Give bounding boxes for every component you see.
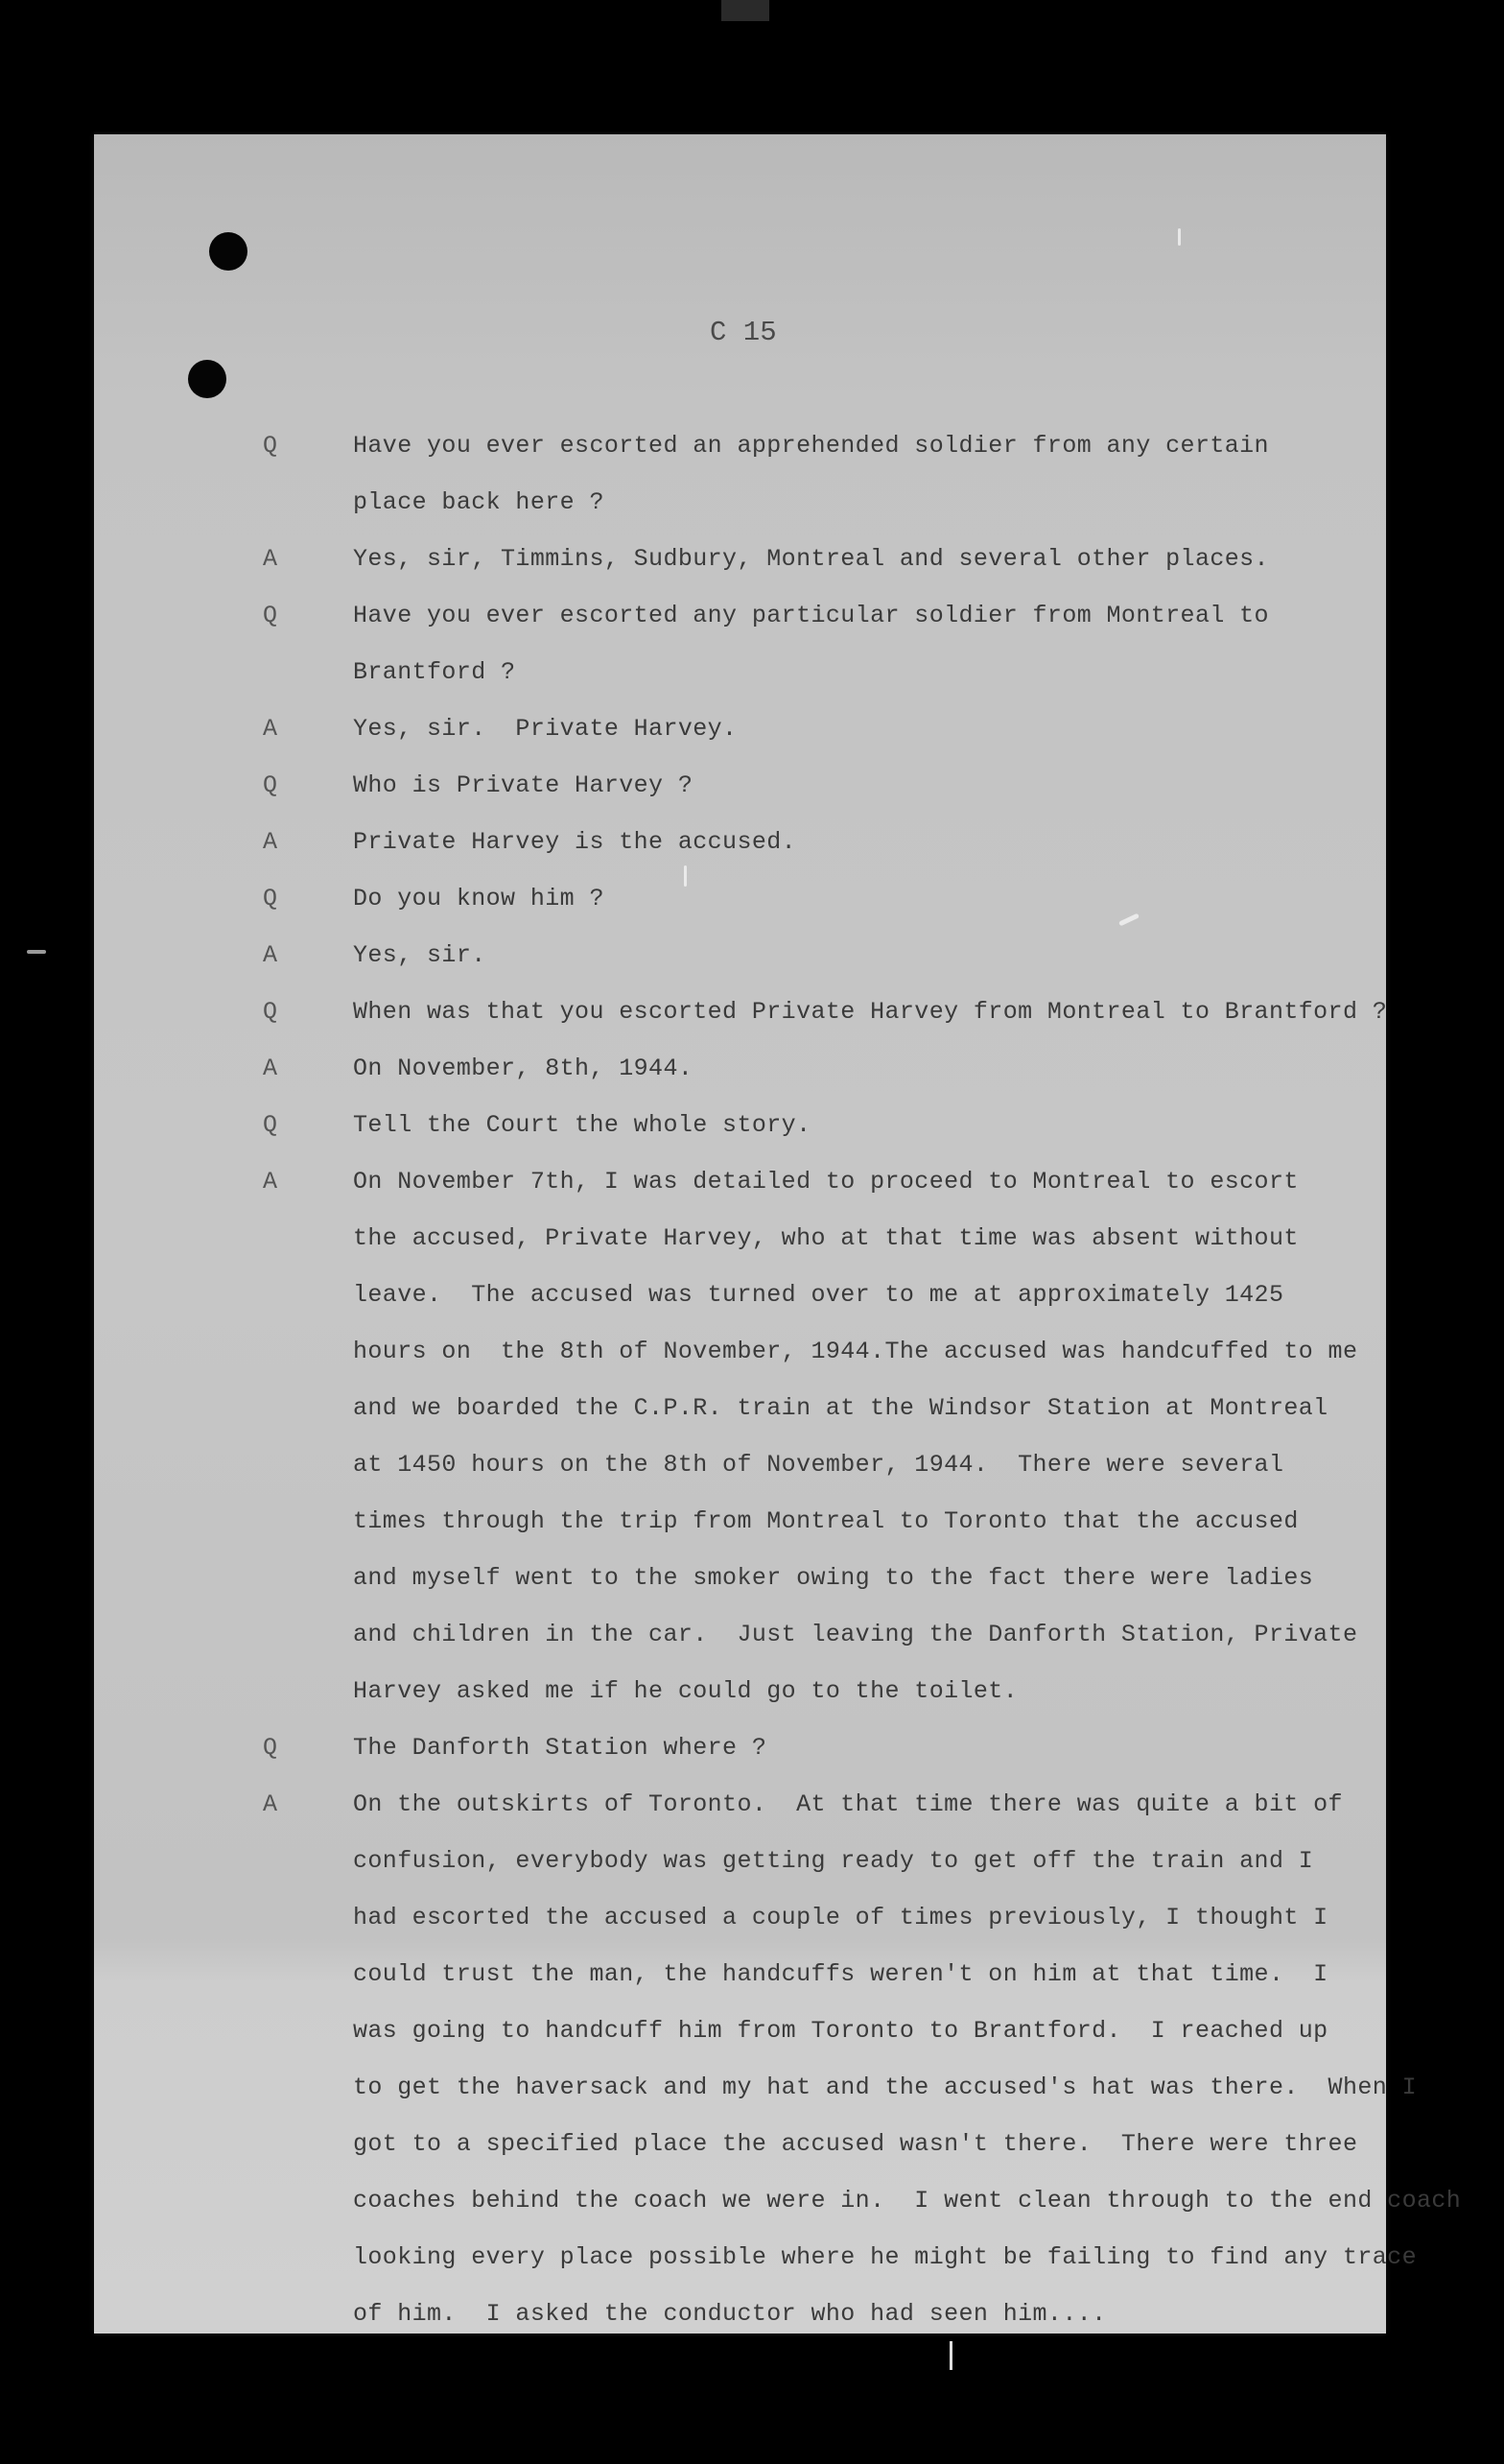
speaker-label: Q [263,1734,278,1762]
text-line: the accused, Private Harvey, who at that time was absent without [353,1224,1299,1252]
text-line: Have you ever escorted any particular soldier from Montreal to [353,602,1269,629]
text-line: Private Harvey is the accused. [353,828,797,856]
text-line: and myself went to the smoker owing to the fact there were ladies [353,1564,1314,1592]
entry-text [353,1790,1462,2357]
text-line: and we boarded the C.P.R. train at the Windsor Station at Montreal [353,1394,1328,1422]
text-line: The Danforth Station where ? [353,1734,767,1762]
text-line: had escorted the accused a couple of times previously, I thought I [353,1904,1328,1931]
text-line: Yes, sir, Timmins, Sudbury, Montreal and several other places. [353,545,1269,573]
speaker-label: A [263,1054,278,1082]
text-line: times through the trip from Montreal to Toronto that the accused [353,1507,1299,1535]
text-line: confusion, everybody was getting ready to get off the train and I [353,1847,1314,1875]
page-number: C 15 [710,317,777,348]
text-line: got to a specified place the accused wasn't there. There were three [353,2130,1358,2158]
entry-text [353,715,1360,771]
speaker-label: A [263,1168,278,1196]
film-strip-edge [721,0,769,21]
speaker-label: Q [263,432,278,460]
text-line: Who is Private Harvey ? [353,771,693,799]
text-line: Yes, sir. Private Harvey. [353,715,738,743]
text-line: was going to handcuff him from Toronto to Brantford. I reached up [353,2017,1328,2045]
speaker-label: A [263,941,278,969]
text-line: to get the haversack and my hat and the accused's hat was there. When I [353,2073,1417,2101]
entry-text [353,602,1360,715]
entry-text [353,432,1360,545]
entry-text [353,998,1388,1054]
speaker-label: A [263,715,278,743]
text-line: looking every place possible where he might be failing to find any trace [353,2243,1417,2271]
text-line: When was that you escorted Private Harvey from Montreal to Brantford ? [353,998,1388,1026]
text-line: On November 7th, I was detailed to proceed to Montreal to escort [353,1168,1299,1196]
text-line: leave. The accused was turned over to me at approximately 1425 [353,1281,1284,1309]
speaker-label: Q [263,771,278,799]
speaker-label: Q [263,602,278,629]
text-line: Yes, sir. [353,941,486,969]
scan-artifact [950,2341,952,2370]
speaker-label: A [263,828,278,856]
text-line: On November, 8th, 1944. [353,1054,693,1082]
scan-artifact [27,950,46,954]
speaker-label: A [263,545,278,573]
text-line: place back here ? [353,488,604,516]
punch-hole-icon [209,232,247,271]
speaker-label: Q [263,998,278,1026]
punch-hole-icon [188,360,226,398]
entry-text [353,1111,1360,1168]
entry-text [353,1168,1360,1734]
text-line: Do you know him ? [353,885,604,912]
text-line: could trust the man, the handcuffs weren't on him at that time. I [353,1960,1328,1988]
entry-text [353,1734,1360,1790]
text-line: Harvey asked me if he could go to the toilet. [353,1677,1019,1705]
entry-text [353,941,1360,998]
text-line: hours on the 8th of November, 1944.The accused was handcuffed to me [353,1338,1358,1365]
entry-text [353,1054,1360,1111]
entry-text [353,771,1360,828]
entry-text [353,545,1360,602]
entry-text [353,828,1360,885]
text-line: Have you ever escorted an apprehended soldier from any certain [353,432,1269,460]
text-line: at 1450 hours on the 8th of November, 1944. There were several [353,1451,1284,1479]
text-line: Tell the Court the whole story. [353,1111,811,1139]
text-line: Brantford ? [353,658,516,686]
text-line: On the outskirts of Toronto. At that time there was quite a bit of [353,1790,1343,1818]
text-line: of him. I asked the conductor who had seen him.... [353,2300,1107,2328]
document-page [94,134,1462,2334]
text-line: coaches behind the coach we were in. I went clean through to the end coach [353,2187,1462,2215]
text-line: and children in the car. Just leaving the Danforth Station, Private [353,1621,1358,1648]
entry-text [353,885,1360,941]
speaker-label: A [263,1790,278,1818]
speaker-label: Q [263,1111,278,1139]
speaker-label: Q [263,885,278,912]
scan-artifact [1178,228,1181,246]
